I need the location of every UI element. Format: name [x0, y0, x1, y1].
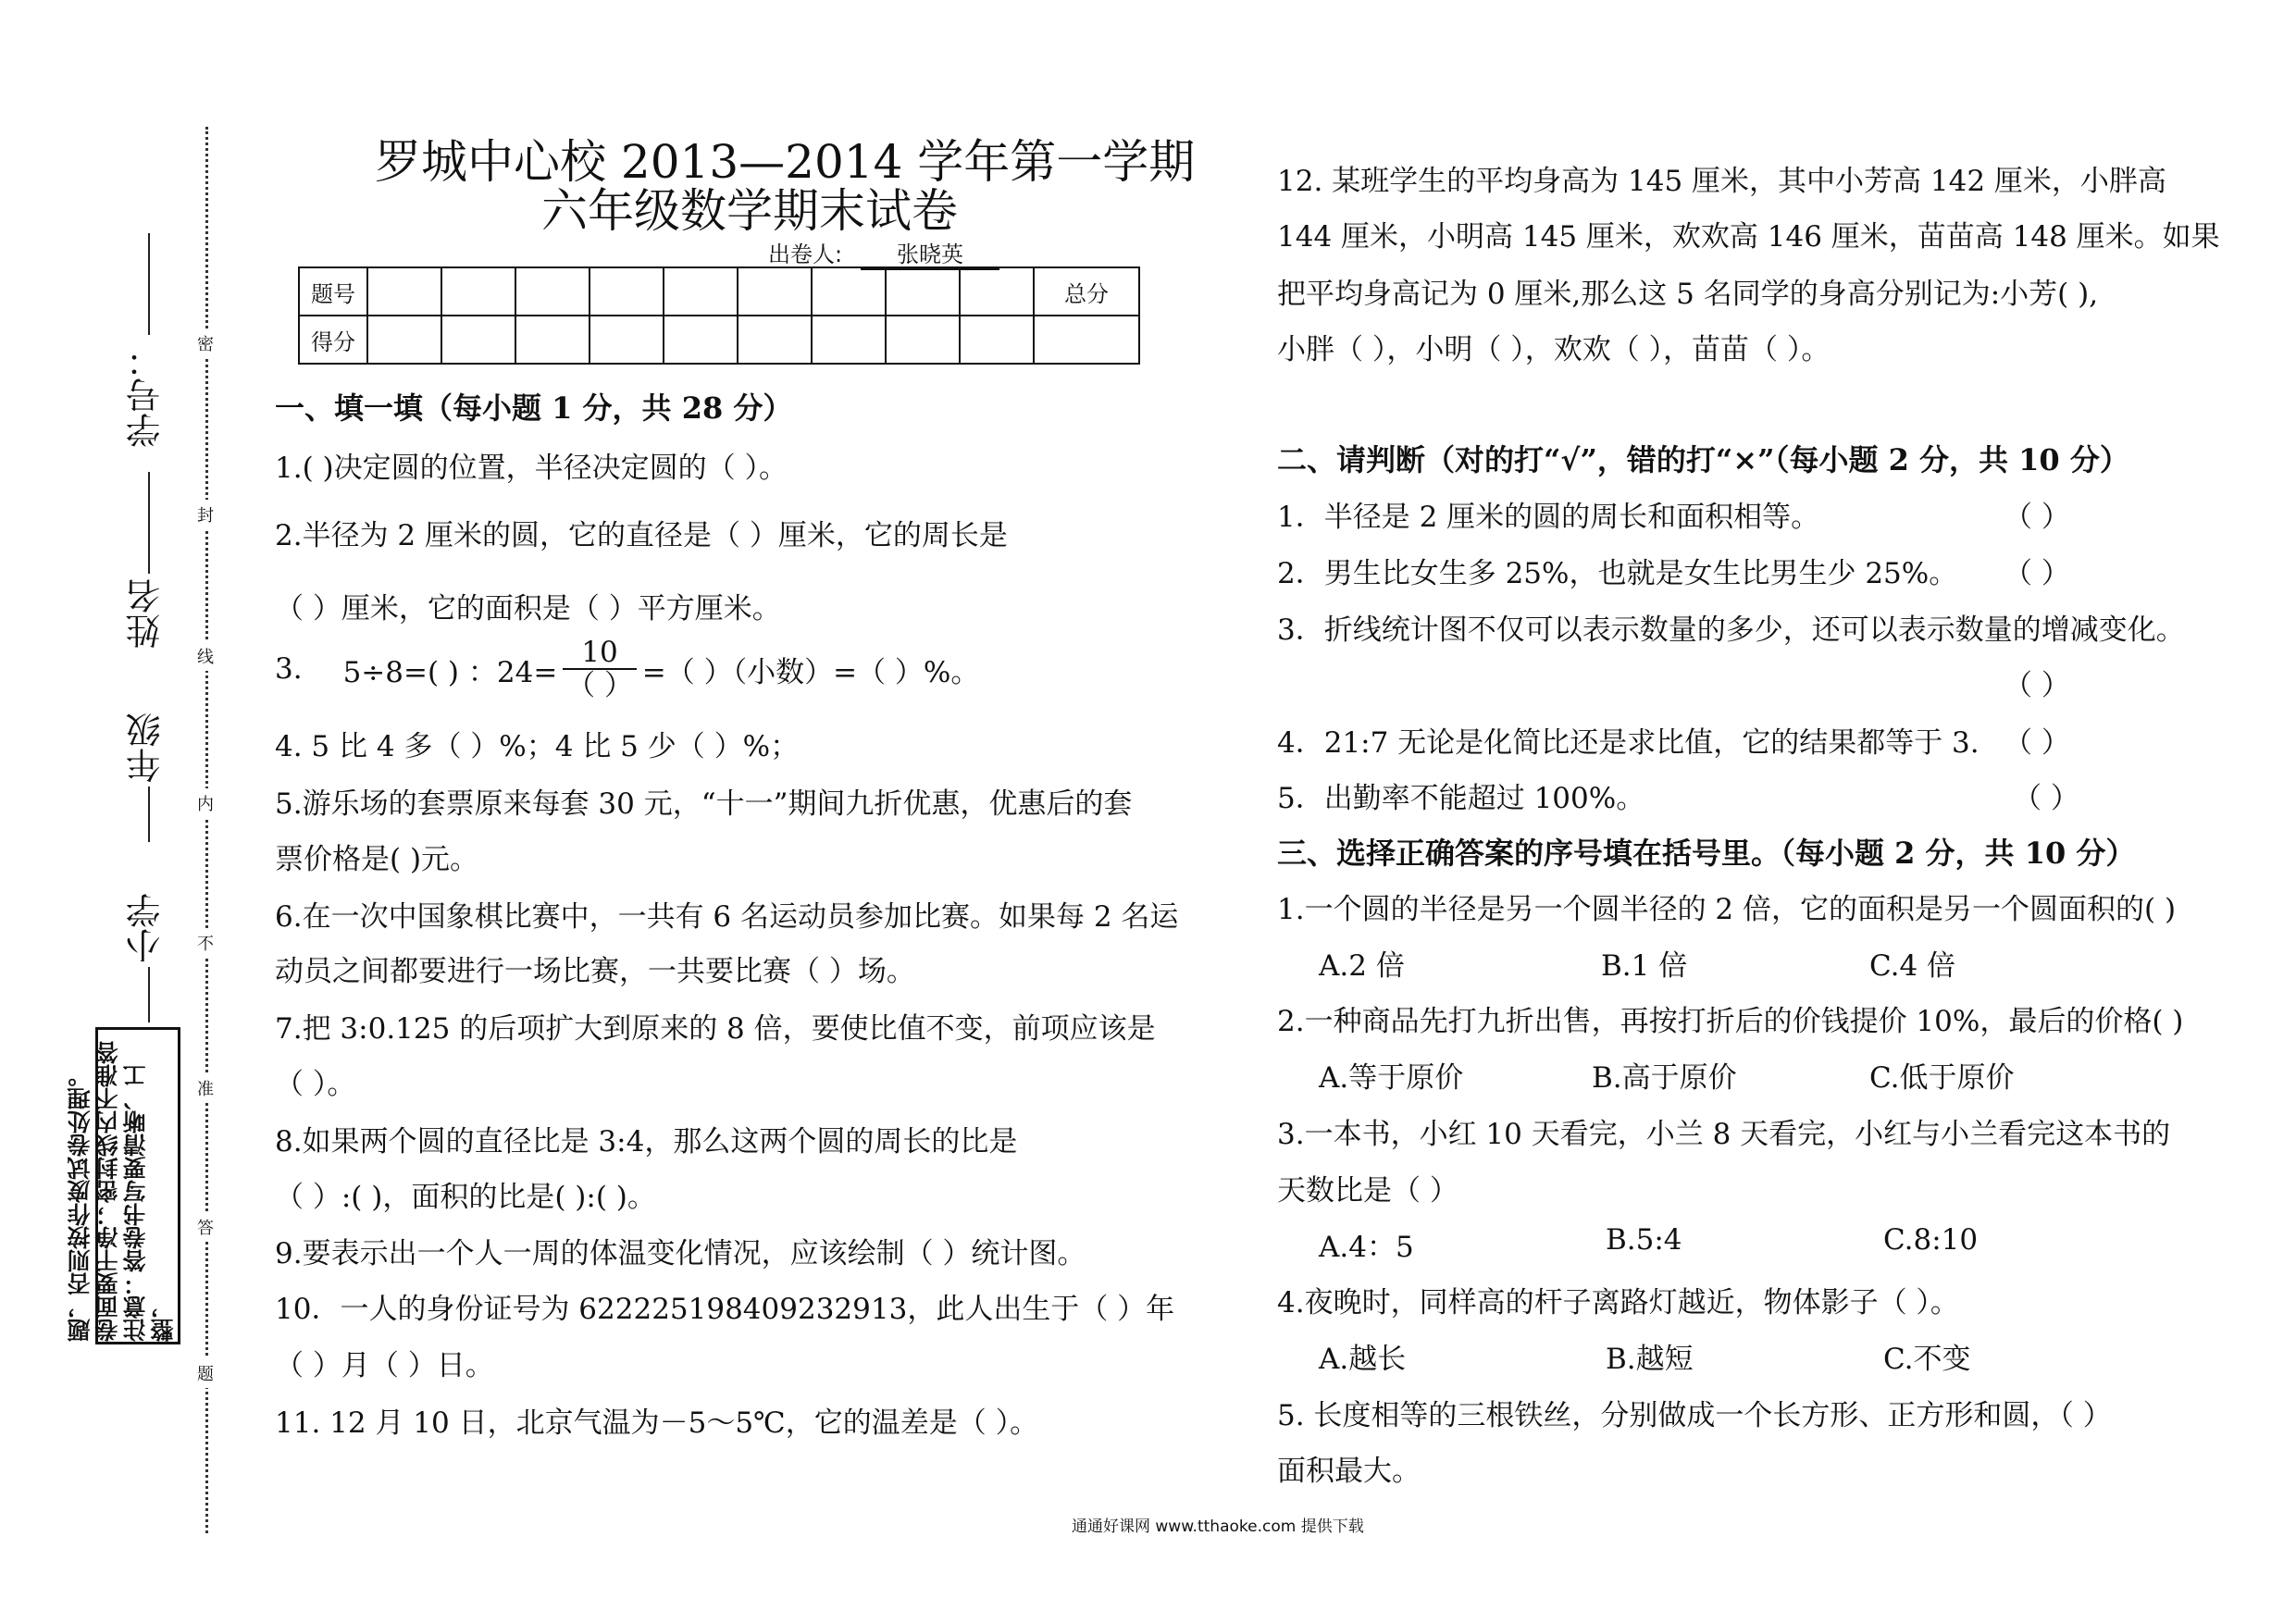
- score-cell[interactable]: [664, 316, 738, 364]
- question-line: 4. 5 比 4 多（ ）%；4 比 5 少（ ）%；: [275, 730, 800, 763]
- seal-char: 密: [197, 328, 214, 358]
- judge-answer-paren: （ ）: [2013, 782, 2079, 815]
- seal-char: 答: [197, 1212, 214, 1242]
- section1-heading: 一、填一填（每小题 1 分，共 28 分）: [275, 390, 793, 426]
- question-line: 2.半径为 2 厘米的圆，它的直径是（ ）厘米，它的周长是: [275, 519, 1008, 552]
- question-line: （ ）厘米，它的面积是（ ）平方厘米。: [275, 592, 781, 626]
- footer-credit: 通通好课网 www.tthaoke.com 提供下载: [1072, 1518, 1364, 1536]
- choice-question: 3.一本书，小红 10 天看完，小兰 8 天看完，小红与小兰看完这本书的: [1277, 1118, 2171, 1151]
- question-line: 10．一人的身份证号为 622225198409232913，此人出生于（ ）年: [275, 1293, 1175, 1326]
- choice-question: 1.一个圆的半径是另一个圆半径的 2 倍，它的面积是另一个圆面积的( ): [1277, 893, 2177, 926]
- author-label: 出卷人:: [768, 242, 843, 267]
- question-line: 11. 12 月 10 日，北京气温为－5～5℃，它的温差是（ ）。: [275, 1406, 1039, 1440]
- seal-char: 准: [197, 1073, 214, 1103]
- question-line: 6.在一次中国象棋比赛中，一共有 6 名运动员参加比赛。如果每 2 名运: [275, 900, 1179, 934]
- notice-line: 题，否则按作废试卷处理。: [67, 1064, 93, 1342]
- score-table-row2-label: 得分: [299, 316, 367, 364]
- seal-char: 内: [197, 788, 214, 818]
- question-line: （ ）月（ ）日。: [275, 1349, 494, 1382]
- school-label: 小学: [126, 893, 167, 963]
- question-line: 12. 某班学生的平均身高为 145 厘米，其中小芳高 142 厘米，小胖高: [1277, 165, 2166, 198]
- choice-question: 4.夜晚时，同样高的杆子离路灯越近，物体影子（ ）。: [1277, 1286, 1959, 1319]
- question-line: 9.要表示出一个人一周的体温变化情况，应该绘制（ ）统计图。: [275, 1237, 1086, 1270]
- question-line: （ ）:( )，面积的比是( ):( )。: [275, 1181, 656, 1214]
- score-cell[interactable]: [960, 267, 1034, 316]
- seal-char: 题: [197, 1358, 214, 1388]
- score-cell[interactable]: [590, 267, 664, 316]
- score-cell[interactable]: [738, 267, 812, 316]
- score-cell[interactable]: [367, 316, 441, 364]
- notice-line: 注意：答卷书写要清晰、工整，: [122, 1064, 177, 1342]
- judge-item: 1．半径是 2 厘米的圆的周长和面积相等。: [1277, 501, 1820, 534]
- score-cell[interactable]: [367, 267, 441, 316]
- choice-option: A.4：5: [1319, 1231, 1414, 1264]
- seal-char: 封: [197, 500, 214, 529]
- seal-char: 不: [197, 928, 214, 958]
- notice-box: [67, 1027, 180, 1344]
- section2-heading: 二、请判断（对的打“√”，错的打“×”（每小题 2 分，共 10 分）: [1277, 442, 2129, 477]
- judge-answer-paren: （ ）: [2004, 669, 2070, 702]
- choice-option: C.低于原价: [1869, 1061, 2015, 1095]
- score-table-row1-label: 题号: [299, 267, 367, 316]
- q3-part1: 5÷8=( ) ：24=: [342, 655, 558, 689]
- choice-option: B.1 倍: [1601, 949, 1688, 983]
- judge-item: 3．折线统计图不仅可以表示数量的多少，还可以表示数量的增减变化。: [1277, 613, 2185, 647]
- judge-item: 4．21:7 无论是化简比还是求比值，它的结果都等于 3.: [1277, 726, 1980, 760]
- q3-frac-numerator: 10: [563, 637, 636, 670]
- judge-answer-paren: （ ）: [2004, 501, 2070, 534]
- score-cell[interactable]: [441, 316, 515, 364]
- question-line: 7.把 3:0.125 的后项扩大到原来的 8 倍，要使比值不变，前项应该是: [275, 1012, 1156, 1046]
- student-id-line: [148, 233, 150, 335]
- question-line: 票价格是( )元。: [275, 843, 479, 876]
- choice-question: 5. 长度相等的三根铁丝，分别做成一个长方形、正方形和圆，（ ）: [1277, 1399, 2112, 1432]
- choice-option: C.4 倍: [1869, 949, 1956, 983]
- score-cell[interactable]: [812, 316, 886, 364]
- judge-answer-paren: （ ）: [2004, 726, 2070, 760]
- judge-item: 2．男生比女生多 25%，也就是女生比男生少 25%。: [1277, 557, 1958, 590]
- choice-option: A.等于原价: [1319, 1061, 1464, 1095]
- question-line: 144 厘米，小明高 145 厘米，欢欢高 146 厘米，苗苗高 148 厘米。如果: [1277, 220, 2220, 254]
- score-cell[interactable]: [515, 267, 590, 316]
- score-cell[interactable]: [590, 316, 664, 364]
- score-cell[interactable]: [441, 267, 515, 316]
- grade-line: [148, 787, 150, 842]
- score-table-total-label: 总分: [1034, 267, 1139, 316]
- question-line: 小胖（ ），小明（ ），欢欢（ ），苗苗（ ）。: [1277, 333, 1831, 366]
- score-cell[interactable]: [664, 267, 738, 316]
- name-line: [148, 472, 150, 574]
- q3-frac-denominator: （ ）: [566, 669, 633, 702]
- choice-option: A.2 倍: [1319, 949, 1405, 983]
- school-line: [148, 967, 150, 1022]
- judge-item: 5．出勤率不能超过 100%。: [1277, 782, 1645, 815]
- author-name: 张晓英: [861, 236, 999, 270]
- question-line: 1.( )决定圆的位置，半径决定圆的（ ）。: [275, 452, 788, 485]
- choice-option: B.5:4: [1606, 1223, 1682, 1257]
- score-cell[interactable]: [886, 267, 960, 316]
- choice-option: B.高于原价: [1592, 1061, 1737, 1095]
- question-3: [275, 637, 979, 701]
- score-table: [298, 266, 1140, 365]
- choice-option: C.不变: [1883, 1343, 1971, 1376]
- score-cell[interactable]: [738, 316, 812, 364]
- q3-part2: =（ ）（小数）=（ ）%。: [641, 655, 980, 689]
- section3-heading: 三、选择正确答案的序号填在括号里。（每小题 2 分，共 10 分）: [1277, 836, 2136, 871]
- student-id-label: 学号：: [126, 342, 167, 448]
- choice-option: B.越短: [1606, 1343, 1694, 1376]
- score-cell[interactable]: [812, 267, 886, 316]
- score-cell[interactable]: [1034, 316, 1139, 364]
- score-cell[interactable]: [886, 316, 960, 364]
- q3-prefix: 3.: [275, 652, 303, 686]
- question-line: 5.游乐场的套票原来每套 30 元，“十一”期间九折优惠，优惠后的套: [275, 787, 1133, 821]
- name-label: 姓名: [126, 578, 167, 649]
- judge-answer-paren: （ ）: [2004, 557, 2070, 590]
- score-cell[interactable]: [960, 316, 1034, 364]
- exam-title-line1: 罗城中心校 2013—2014 学年第一学期: [375, 135, 1196, 189]
- choice-option: A.越长: [1319, 1343, 1407, 1376]
- grade-label: 年级: [126, 712, 167, 783]
- choice-question: 2.一种商品先打九折出售，再按打折后的价钱提价 10%，最后的价格( ): [1277, 1005, 2184, 1038]
- question-line: 8.如果两个圆的直径比是 3:4，那么这两个圆的周长的比是: [275, 1125, 1018, 1158]
- choice-question: 面积最大。: [1277, 1455, 1421, 1488]
- q3-fraction: [563, 637, 636, 701]
- exam-title-line2: 六年级数学期末试卷: [541, 184, 958, 238]
- question-line: 动员之间都要进行一场比赛，一共要比赛（ ）场。: [275, 955, 915, 988]
- notice-line: 卷面要干净；密封线内不准答: [94, 1041, 121, 1342]
- seal-char: 线: [197, 641, 214, 671]
- question-line: （ ）。: [275, 1068, 356, 1101]
- choice-option: C.8:10: [1883, 1223, 1979, 1257]
- score-cell[interactable]: [515, 316, 590, 364]
- question-line: 把平均身高记为 0 厘米,那么这 5 名同学的身高分别记为:小芳( ),: [1277, 278, 2099, 311]
- choice-question: 天数比是（ ）: [1277, 1174, 1458, 1208]
